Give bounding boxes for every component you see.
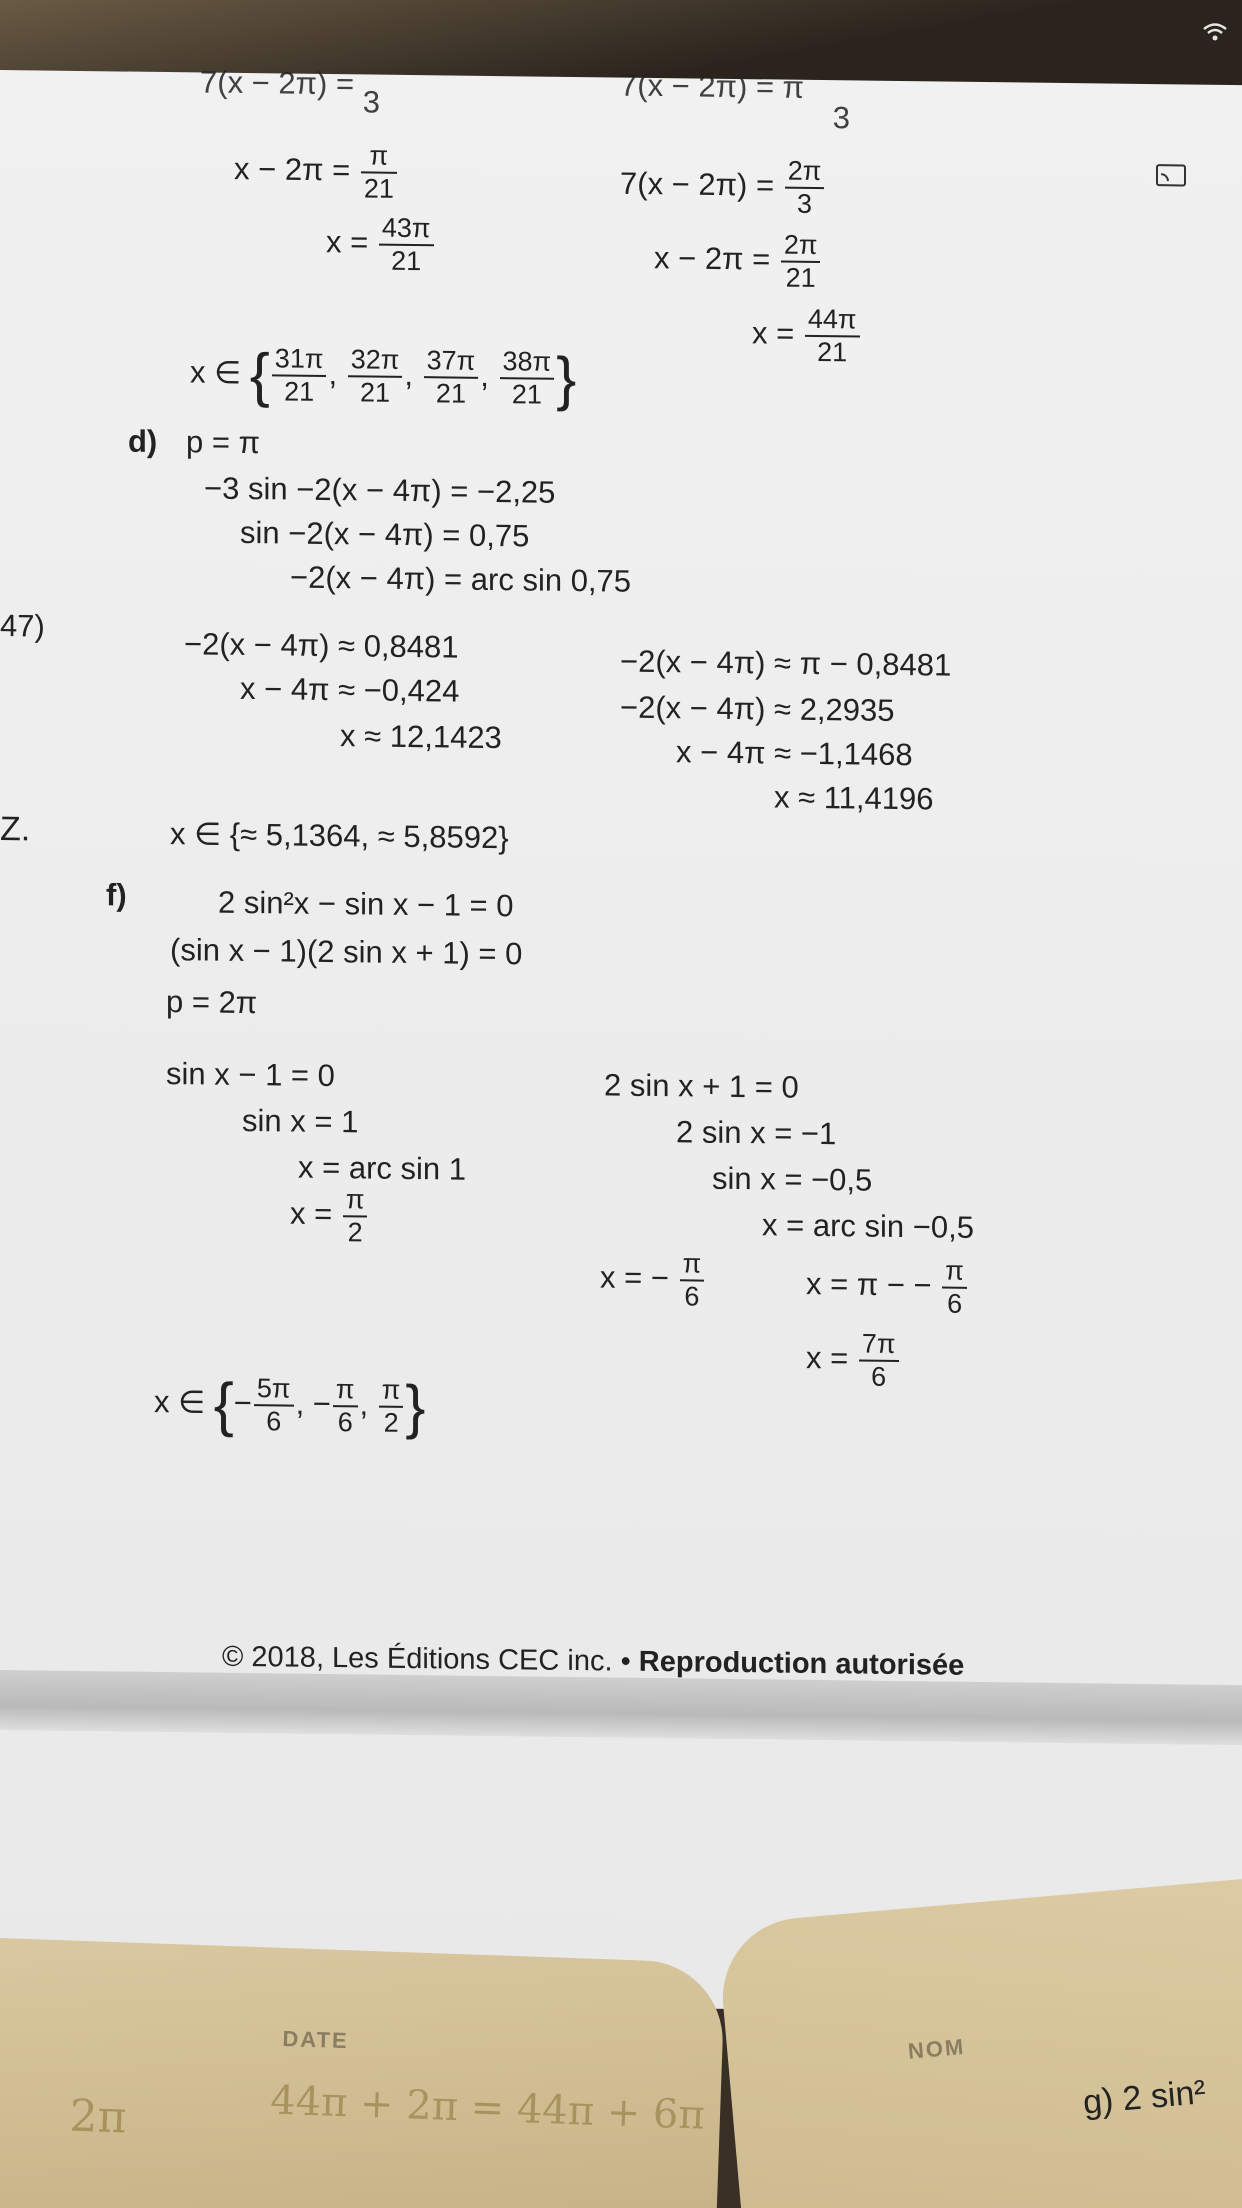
denominator: 3 bbox=[797, 188, 813, 219]
part-d-left-1: −2(x − 4π) ≈ 0,8481 bbox=[184, 626, 459, 665]
sign: − bbox=[233, 1385, 252, 1421]
cut-line-right bbox=[620, 67, 850, 136]
margin-letter: Z. bbox=[0, 810, 31, 849]
numerator: 7π bbox=[859, 1328, 899, 1362]
fraction bbox=[272, 343, 327, 408]
denominator: 6 bbox=[684, 1281, 700, 1312]
denominator: 6 bbox=[871, 1361, 887, 1392]
notebook-right-page bbox=[716, 1876, 1242, 2208]
part-d-left-2: x − 4π ≈ −0,424 bbox=[240, 670, 460, 709]
reproduction-text: Reproduction autorisée bbox=[638, 1645, 965, 1682]
notebook-left-page bbox=[0, 1937, 725, 2208]
fraction bbox=[379, 1375, 404, 1439]
set-prefix: x ∈ bbox=[154, 1384, 206, 1420]
denominator: 21 bbox=[284, 376, 315, 407]
eq-right-1-lhs: 7(x − 2π) = bbox=[620, 165, 775, 203]
part-f-right-5b bbox=[806, 1254, 969, 1320]
fraction bbox=[805, 304, 860, 369]
part-d-period: p = π bbox=[186, 424, 260, 461]
denominator: 21 bbox=[435, 378, 466, 409]
numerator: π bbox=[343, 1184, 368, 1217]
brace-close: } bbox=[556, 344, 577, 413]
part-d-label: d) bbox=[128, 423, 158, 459]
margin-number: 47) bbox=[0, 608, 45, 644]
part-d-line-1: −3 sin −2(x − 4π) = −2,25 bbox=[204, 470, 556, 510]
fraction bbox=[424, 345, 479, 410]
brace-open: { bbox=[213, 1370, 234, 1438]
part-f-line-2: (sin x − 1)(2 sin x + 1) = 0 bbox=[170, 932, 523, 972]
cut-den-right: 3 bbox=[832, 100, 850, 136]
fraction bbox=[254, 1373, 294, 1438]
eq-right-3 bbox=[752, 303, 862, 368]
part-f-right-1: 2 sin x + 1 = 0 bbox=[604, 1067, 799, 1105]
part-d-right-2: −2(x − 4π) ≈ 2,2935 bbox=[620, 689, 895, 728]
eq-lhs: x = bbox=[290, 1195, 333, 1232]
numerator: 2π bbox=[781, 230, 821, 264]
numerator: π bbox=[942, 1256, 967, 1289]
part-f-label: f) bbox=[106, 877, 127, 913]
copyright-text: © 2018, Les Éditions CEC inc. • bbox=[222, 1640, 631, 1678]
nom-label: NOM bbox=[906, 2033, 967, 2064]
denominator: 21 bbox=[363, 173, 394, 204]
eq-lhs: x = bbox=[806, 1340, 849, 1376]
eq-lhs: x = − bbox=[600, 1259, 669, 1296]
wifi-icon bbox=[1202, 22, 1228, 48]
part-d-right-3: x − 4π ≈ −1,1468 bbox=[676, 734, 913, 773]
part-f-right-6 bbox=[806, 1328, 901, 1393]
fraction bbox=[361, 140, 397, 205]
numerator: π bbox=[680, 1248, 705, 1281]
fraction bbox=[500, 346, 555, 411]
part-d-right-1: −2(x − 4π) ≈ π − 0,8481 bbox=[620, 643, 952, 683]
numerator: 38π bbox=[500, 346, 555, 380]
part-f-line-1: 2 sin²x − sin x − 1 = 0 bbox=[218, 884, 514, 924]
denominator: 6 bbox=[337, 1407, 353, 1438]
eq-left-2-lhs: x = bbox=[326, 224, 369, 260]
brace-close: } bbox=[405, 1373, 426, 1441]
handwriting-equation: 44π + 2π = 44π + 6π bbox=[269, 2077, 706, 2139]
numerator: 2π bbox=[785, 156, 825, 190]
eq-right-2 bbox=[654, 228, 822, 294]
numerator: 32π bbox=[348, 344, 403, 378]
screen-cast-icon[interactable] bbox=[1156, 164, 1186, 186]
cut-den-left: 3 bbox=[362, 84, 380, 120]
right-exercise-text: g) 2 sin² bbox=[1081, 2073, 1208, 2122]
fraction bbox=[379, 213, 434, 278]
eq-right-1 bbox=[620, 154, 826, 221]
numerator: 31π bbox=[272, 343, 327, 377]
part-f-right-3: sin x = −0,5 bbox=[712, 1160, 873, 1198]
eq-left-1-lhs: x − 2π = bbox=[234, 151, 351, 188]
denominator: 6 bbox=[266, 1406, 282, 1437]
fraction bbox=[785, 156, 825, 221]
numerator: π bbox=[333, 1374, 358, 1407]
part-d-left-3: x ≈ 12,1423 bbox=[340, 718, 502, 756]
cut-text-right: 7(x − 2π) = π bbox=[620, 67, 805, 105]
numerator: 37π bbox=[424, 345, 479, 379]
fraction bbox=[348, 344, 403, 409]
eq-left-1 bbox=[234, 139, 399, 205]
part-f-right-2: 2 sin x = −1 bbox=[676, 1114, 837, 1152]
brace-open: { bbox=[249, 341, 270, 409]
fraction bbox=[942, 1256, 967, 1320]
part-f-solution-set: x ∈ {− $\frac{5\pi}{6}$ , − $\frac{\pi}{6}$ , $\frac{\pi}{2}$ } bbox=[154, 1370, 426, 1441]
denominator: 2 bbox=[383, 1407, 399, 1438]
solution-set-c: x ∈ { $\frac{31\pi}{21}$ , $\frac{32\pi}{21}$ , $\frac{37\pi}{21}$ , $\frac{38\pi}{21}$ } bbox=[190, 341, 577, 413]
date-label: DATE bbox=[282, 2025, 350, 2054]
part-f-left-1: sin x − 1 = 0 bbox=[166, 1056, 335, 1094]
eq-right-3-lhs: x = bbox=[752, 315, 795, 351]
fraction bbox=[343, 1184, 368, 1248]
part-f-right-4: x = arc sin −0,5 bbox=[762, 1207, 974, 1245]
denominator: 21 bbox=[391, 245, 422, 277]
part-d-solution-set: x ∈ {≈ 5,1364, ≈ 5,8592} bbox=[170, 816, 509, 856]
numerator: 5π bbox=[254, 1373, 294, 1407]
part-f-left-3: x = arc sin 1 bbox=[298, 1149, 466, 1187]
numerator: 43π bbox=[379, 213, 434, 247]
denominator: 21 bbox=[785, 262, 816, 294]
part-f-right-5a bbox=[600, 1247, 706, 1312]
denominator: 21 bbox=[817, 337, 848, 368]
part-d-line-2: sin −2(x − 4π) = 0,75 bbox=[240, 514, 530, 554]
denominator: 21 bbox=[360, 377, 391, 408]
eq-right-2-lhs: x − 2π = bbox=[654, 240, 771, 277]
part-f-left-2: sin x = 1 bbox=[242, 1102, 359, 1140]
fraction bbox=[781, 230, 821, 295]
cut-text-left: 7(x − 2π) = bbox=[200, 64, 363, 102]
part-d-right-4: x ≈ 11,4196 bbox=[774, 779, 934, 817]
fraction bbox=[680, 1248, 705, 1312]
denominator: 6 bbox=[947, 1288, 963, 1319]
eq-lhs: x = π − − bbox=[806, 1266, 932, 1303]
handwriting-left: 2π bbox=[68, 2090, 128, 2144]
part-f-period: p = 2π bbox=[166, 984, 258, 1021]
numerator: π bbox=[361, 140, 397, 173]
numerator: π bbox=[379, 1375, 404, 1408]
part-f-left-4 bbox=[290, 1184, 369, 1249]
fraction bbox=[333, 1374, 358, 1438]
set-prefix: x ∈ bbox=[190, 354, 242, 391]
cut-line-left bbox=[200, 64, 380, 120]
numerator: 44π bbox=[805, 304, 860, 338]
eq-left-2 bbox=[326, 212, 436, 277]
part-d-line-3: −2(x − 4π) = arc sin 0,75 bbox=[290, 559, 632, 599]
fraction bbox=[859, 1328, 899, 1393]
denominator: 2 bbox=[347, 1217, 363, 1248]
denominator: 21 bbox=[511, 379, 542, 410]
sign: − bbox=[312, 1386, 331, 1422]
